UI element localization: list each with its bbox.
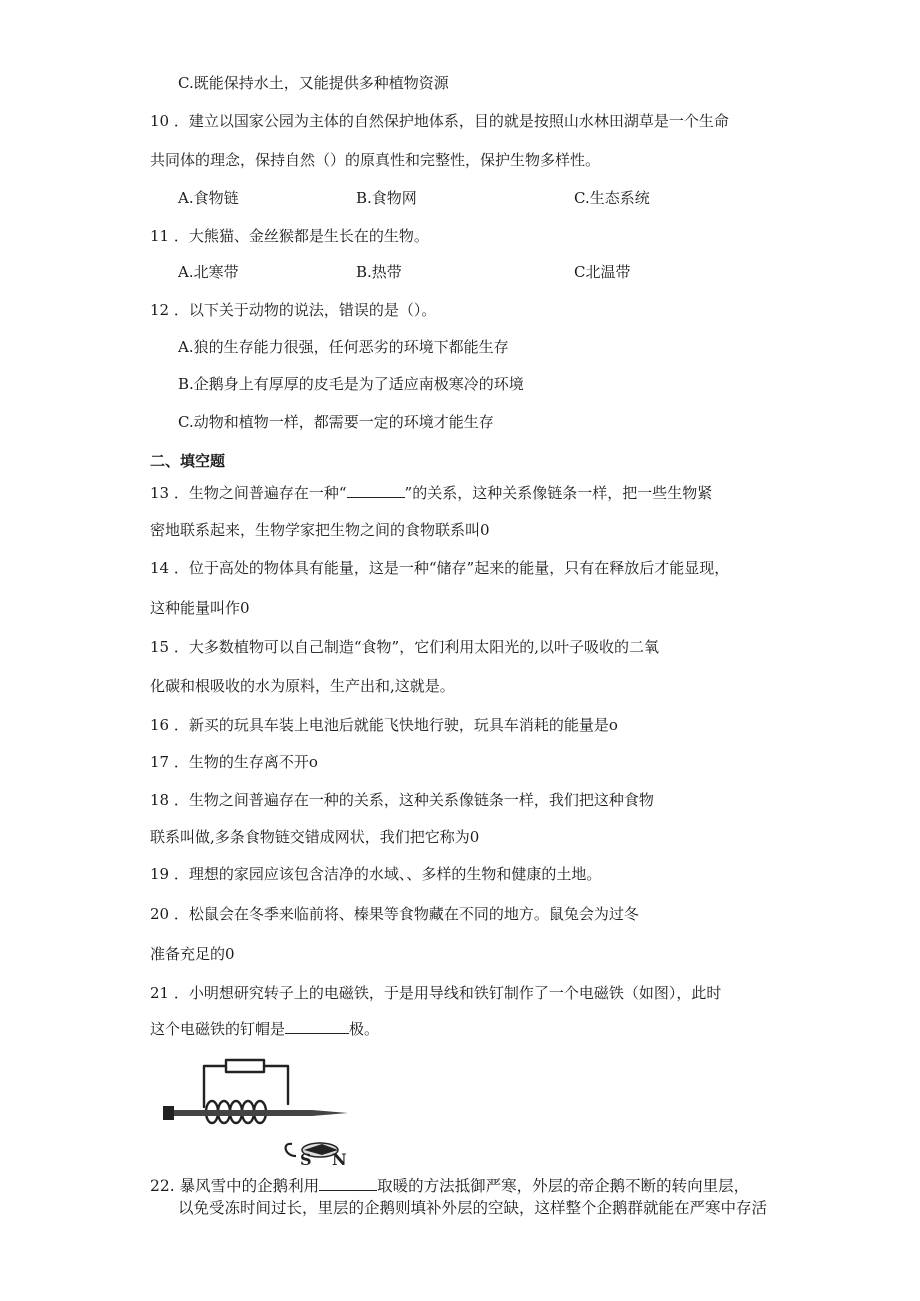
q14-text-line2: 这种能量叫作0 bbox=[150, 599, 250, 617]
q12-option-c: C.动物和植物一样，都需要一定的环境才能生存 bbox=[178, 413, 494, 431]
q10-option-c: C.生态系统 bbox=[574, 189, 650, 207]
q10-option-a: A.食物链 bbox=[178, 189, 239, 207]
q22-text-line2: 以免受冻时间过长，里层的企鹅则填补外层的空缺，这样整个企鹅群就能在严寒中存活 bbox=[178, 1199, 768, 1217]
q15-text-line1: 15 ．大多数植物可以自己制造“食物”，它们利用太阳光的,以叶子吸收的二氧 bbox=[150, 638, 659, 656]
q15-text-line2: 化碳和根吸收的水为原料，生产出和,这就是。 bbox=[150, 677, 455, 695]
q20-text-line1: 20 ．松鼠会在冬季来临前将、榛果等食物藏在不同的地方。鼠兔会为过冬 bbox=[150, 905, 639, 923]
q12-text-line1: 12 ．以下关于动物的说法，错误的是（）。 bbox=[150, 301, 437, 319]
q22-text-part1: 22. 暴风雪中的企鹅利用 bbox=[150, 1177, 320, 1195]
electromagnet-figure bbox=[160, 1052, 370, 1168]
q9-option-c: C.既能保持水土，又能提供多种植物资源 bbox=[178, 74, 449, 92]
resistor bbox=[226, 1060, 264, 1072]
q22-text-part2: 取暖的方法抵御严寒，外层的帝企鹅不断的转向里层， bbox=[377, 1177, 750, 1195]
q21-text-part2: 极。 bbox=[349, 1020, 380, 1038]
compass-icon bbox=[286, 1143, 338, 1157]
q21-text-line2 bbox=[150, 1019, 379, 1039]
q10-text-line2: 共同体的理念，保持自然（）的原真性和完整性，保护生物多样性。 bbox=[150, 151, 601, 169]
section-heading-fill-in-blank: 二、填空题 bbox=[150, 452, 226, 470]
q13-text-part2: ”的关系，这种关系像链条一样，把一些生物紧 bbox=[404, 484, 713, 502]
q13-text-line2: 密地联系起来，生物学家把生物之间的食物联系叫0 bbox=[150, 521, 490, 539]
q21-text-line1: 21 ．小明想研究转子上的电磁铁，于是用导线和铁钉制作了一个电磁铁（如图），此时 bbox=[150, 984, 722, 1002]
q18-text-line2: 联系叫做,多条食物链交错成网状，我们把它称为0 bbox=[150, 828, 480, 846]
q11-option-c: C北温带 bbox=[574, 263, 631, 281]
compass-n-label: N bbox=[332, 1150, 347, 1168]
q13-text-line1 bbox=[150, 483, 712, 503]
q19-text-line1: 19 ．理想的家园应该包含洁净的水域、、多样的生物和健康的土地。 bbox=[150, 865, 602, 883]
q12-option-b: B.企鹅身上有厚厚的皮毛是为了适应南极寒冷的环境 bbox=[178, 375, 524, 393]
q12-option-a: A.狼的生存能力很强，任何恶劣的环境下都能生存 bbox=[178, 338, 509, 356]
circuit-wire-right bbox=[264, 1066, 288, 1104]
q13-answer-blank[interactable] bbox=[347, 483, 405, 498]
q20-text-line2: 准备充足的0 bbox=[150, 945, 235, 963]
q17-text-line1: 17 ．生物的生存离不开o bbox=[150, 753, 318, 771]
q16-text-line1: 16 ．新买的玩具车装上电池后就能飞快地行驶，玩具车消耗的能量是o bbox=[150, 716, 618, 734]
q11-text-line1: 11 ．大熊猫、金丝猴都是生长在的生物。 bbox=[150, 227, 429, 245]
q10-option-b: B.食物网 bbox=[356, 189, 417, 207]
q18-text-line1: 18 ．生物之间普遍存在一种的关系，这种关系像链条一样，我们把这种食物 bbox=[150, 791, 654, 809]
compass-s-label: S bbox=[300, 1150, 312, 1168]
q21-text-part1: 这个电磁铁的钉帽是 bbox=[150, 1020, 286, 1038]
q11-option-b: B.热带 bbox=[356, 263, 402, 281]
q13-text-part1: 13 ．生物之间普遍存在一种“ bbox=[150, 484, 347, 502]
q22-text-line1 bbox=[150, 1176, 749, 1196]
q14-text-line1: 14 ．位于高处的物体具有能量，这是一种“储存”起来的能量，只有在释放后才能显现， bbox=[150, 559, 730, 577]
q22-answer-blank[interactable] bbox=[319, 1176, 377, 1191]
q21-answer-blank[interactable] bbox=[285, 1019, 349, 1034]
q11-option-a: A.北寒带 bbox=[178, 263, 239, 281]
q10-text-line1: 10 ．建立以国家公园为主体的自然保护地体系，目的就是按照山水林田湖草是一个生命 bbox=[150, 112, 729, 130]
